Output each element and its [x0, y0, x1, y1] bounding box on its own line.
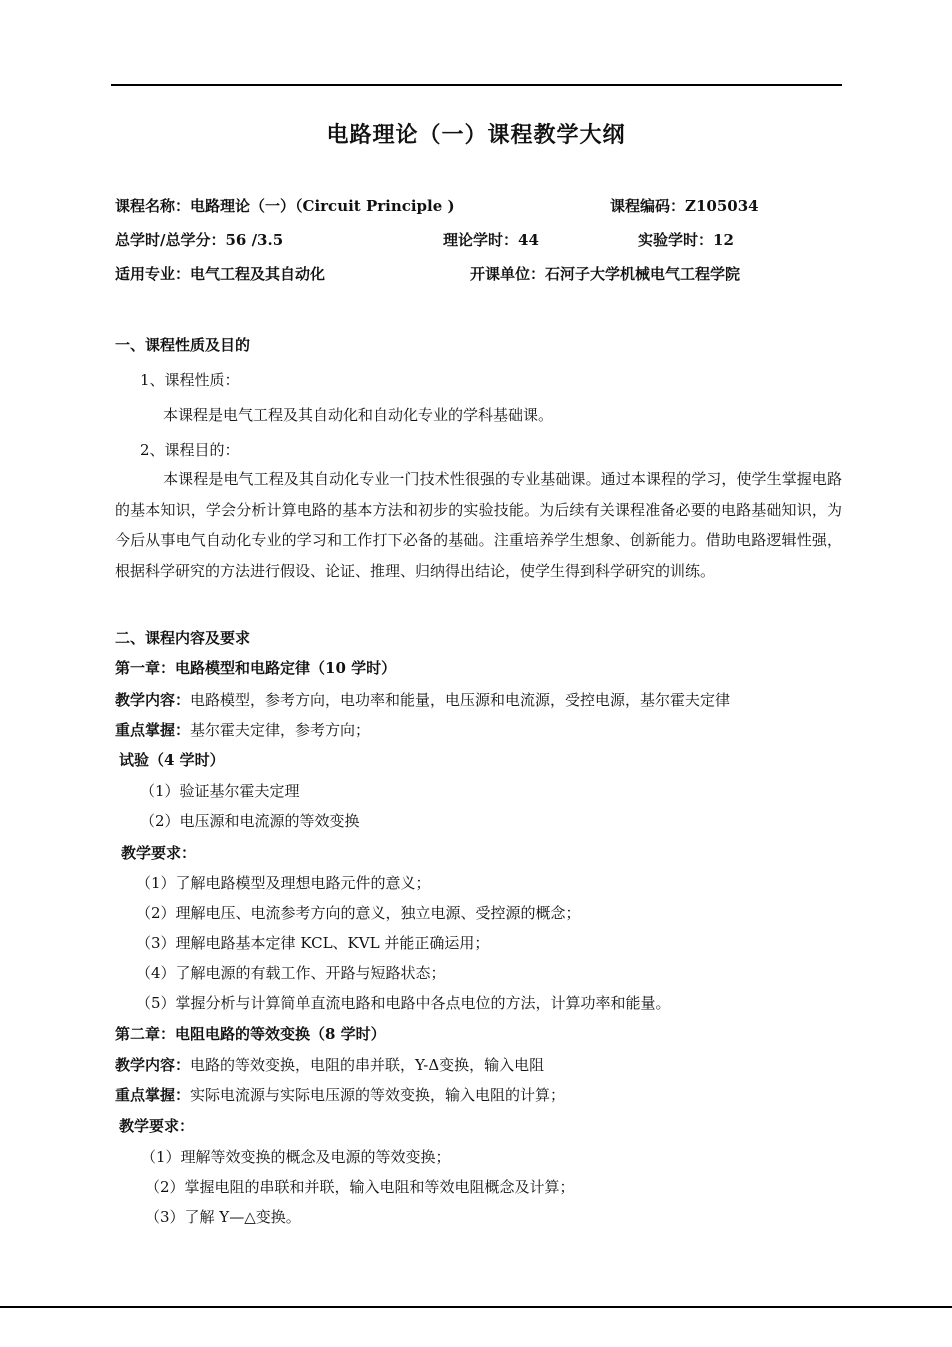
major-value: 电气工程及其自动化 [190, 265, 326, 283]
chapter1-req-item: （5）掌握分析与计算简单直流电路和电路中各点电位的方法，计算功率和能量。 [136, 994, 671, 1012]
chapter1-heading: 第一章：电路模型和电路定律（10 学时） [115, 659, 397, 677]
chapter1-req-item: （4）了解电源的有载工作、开路与短路状态； [136, 964, 446, 982]
section-heading-content: 二、课程内容及要求 [115, 629, 251, 647]
purpose-text: 本课程是电气工程及其自动化专业一门技术性很强的专业基础课。通过本课程的学习，使学生掌握电路的基本知识，学会分析计算电路的基本方法和初步的实验技能。为后续有关课程准备必要的电路基础知识，为今后从事电气自动化专业的学习和工作打下必备的基础。注重培养学生想象、创新能力。借助电路逻辑性强，根据科学研究的方法进行假设、论证、推理、归纳得出结论，使学生得到科学研究的训练。 [115, 470, 842, 580]
course-code [610, 195, 759, 216]
purpose-paragraph [115, 464, 842, 586]
chapter1-lab-item: （2）电压源和电流源的等效变换 [140, 812, 360, 830]
chapter2-req-item: （1）理解等效变换的概念及电源的等效变换； [141, 1148, 451, 1166]
course-name-label: 课程名称： [115, 197, 191, 215]
course-code-label: 课程编码： [610, 197, 686, 215]
chapter2-req-item: （3）了解 Y—△变换。 [145, 1208, 301, 1226]
chapter1-key [115, 719, 370, 740]
chapter1-req-heading: 教学要求： [121, 844, 197, 862]
unit-label: 开课单位： [470, 265, 546, 283]
chapter1-lab-item: （1）验证基尔霍夫定理 [140, 782, 300, 800]
lab-hours: 实验学时：12 [638, 231, 734, 249]
chapter2-content-text: 电路的等效变换，电阻的串并联，Y-Δ变换，输入电阻 [190, 1056, 545, 1074]
course-name-value: 电路理论（一）（Circuit Principle ) [190, 197, 455, 215]
unit-value: 石河子大学机械电气工程学院 [545, 265, 741, 283]
nature-text: 本课程是电气工程及其自动化和自动化专业的学科基础课。 [163, 406, 554, 424]
chapter1-content-text: 电路模型，参考方向，电功率和能量，电压源和电流源，受控电源，基尔霍夫定律 [190, 691, 731, 709]
chapter1-req-item: （1）了解电路模型及理想电路元件的意义； [136, 874, 431, 892]
section-heading-nature: 一、课程性质及目的 [115, 336, 251, 354]
chapter1-req-item: （2）理解电压、电流参考方向的意义，独立电源、受控源的概念； [136, 904, 581, 922]
chapter2-req-heading: 教学要求： [119, 1117, 195, 1135]
chapter2-key-text: 实际电流源与实际电压源的等效变换，输入电阻的计算； [190, 1086, 566, 1104]
chapter1-content [115, 689, 730, 710]
chapter2-heading: 第二章：电阻电路的等效变换（8 学时） [115, 1025, 386, 1043]
major [115, 263, 325, 284]
chapter1-req-item: （3）理解电路基本定律 KCL、KVL 并能正确运用； [136, 934, 490, 952]
chapter2-req-item: （2）掌握电阻的串联和并联，输入电阻和等效电阻概念及计算； [145, 1178, 575, 1196]
chapter1-key-label: 重点掌握： [115, 721, 191, 739]
document-title: 电路理论（一）课程教学大纲 [326, 122, 626, 148]
total-hours: 总学时/总学分：56 /3.5 [115, 231, 284, 249]
chapter1-content-label: 教学内容： [115, 691, 191, 709]
header-rule [111, 84, 842, 86]
chapter2-key-label: 重点掌握： [115, 1086, 191, 1104]
chapter2-content-label: 教学内容： [115, 1056, 191, 1074]
footer-rule [0, 1306, 952, 1308]
chapter1-key-text: 基尔霍夫定律，参考方向； [190, 721, 371, 739]
purpose-label: 2、课程目的： [140, 441, 240, 459]
unit [470, 263, 740, 284]
course-name [115, 195, 455, 216]
chapter1-lab-heading: 试验（4 学时） [119, 751, 225, 769]
major-label: 适用专业： [115, 265, 191, 283]
chapter2-key [115, 1084, 565, 1105]
theory-hours: 理论学时：44 [443, 231, 539, 249]
chapter2-content [115, 1054, 544, 1075]
course-code-value: Z105034 [685, 197, 759, 215]
nature-label: 1、课程性质： [140, 371, 240, 389]
